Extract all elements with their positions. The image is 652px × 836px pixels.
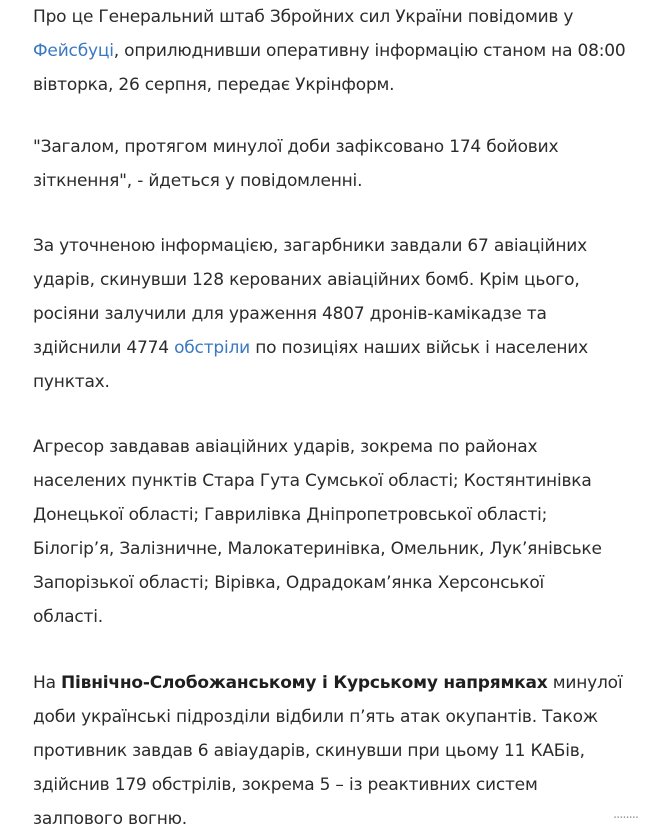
text-line: доби українські підрозділи відбили п’ять атак окупантів. Також [33, 707, 598, 727]
paragraph-1 [33, 0, 626, 102]
paragraph-2 [33, 130, 558, 198]
text-line: Про це Генеральний штаб Збройних сил України повідомив у [33, 7, 574, 27]
text-line [33, 331, 588, 365]
bold-direction-name: Північно-Слобожанському і Курському напрямках [61, 673, 548, 693]
text-line: області. [33, 607, 103, 627]
text-line: Донецької області; Гаврилівка Дніпропетровської області; [33, 505, 548, 525]
paragraph-4 [33, 430, 602, 634]
text-fragment: На [33, 673, 62, 693]
text-line: зіткнення", - йдеться у повідомленні. [33, 171, 363, 191]
paragraph-5 [33, 666, 622, 836]
text-fragment: здійснили 4774 [33, 338, 175, 358]
paragraph-3 [33, 229, 588, 399]
text-line: Запорізької області; Вірівка, Одрадокам’янка Херсонської [33, 573, 545, 593]
text-line: здійснив 179 обстрілів, зокрема 5 – із реактивних систем [33, 775, 538, 795]
facebook-link[interactable]: Фейсбуці [33, 41, 114, 61]
text-line: населених пунктів Стара Гута Сумської області; Костянтинівка [33, 471, 592, 491]
text-line: Агресор завдавав авіаційних ударів, зокрема по районах [33, 437, 538, 457]
shelling-link[interactable]: обстріли [174, 338, 251, 358]
text-line: пунктах. [33, 372, 110, 392]
text-fragment: , оприлюднивши оперативну інформацію станом на 08:00 [113, 41, 626, 61]
text-line: залпового вогню. [33, 809, 187, 829]
ellipsis-icon: ........ [612, 807, 638, 822]
text-line: Білогір’я, Залізничне, Малокатеринівка, Омельник, Лук’янівське [33, 539, 602, 559]
text-fragment: по позиціях наших військ і населених [250, 338, 588, 358]
text-line: За уточненою інформацією, загарбники завдали 67 авіаційних [33, 236, 587, 256]
text-line [33, 666, 622, 700]
text-line: росіяни залучили для ураження 4807 дронів-камікадзе та [33, 304, 547, 324]
text-line: противник завдав 6 авіаударів, скинувши при цьому 11 КАБів, [33, 741, 585, 761]
text-line: ударів, скинувши 128 керованих авіаційних бомб. Крім цього, [33, 270, 580, 290]
text-line: вівторка, 26 серпня, передає Укрінформ. [33, 75, 395, 95]
text-line [33, 34, 626, 68]
text-line: "Загалом, протягом минулої доби зафіксовано 174 бойових [33, 137, 559, 157]
text-fragment: минулої [547, 673, 623, 693]
